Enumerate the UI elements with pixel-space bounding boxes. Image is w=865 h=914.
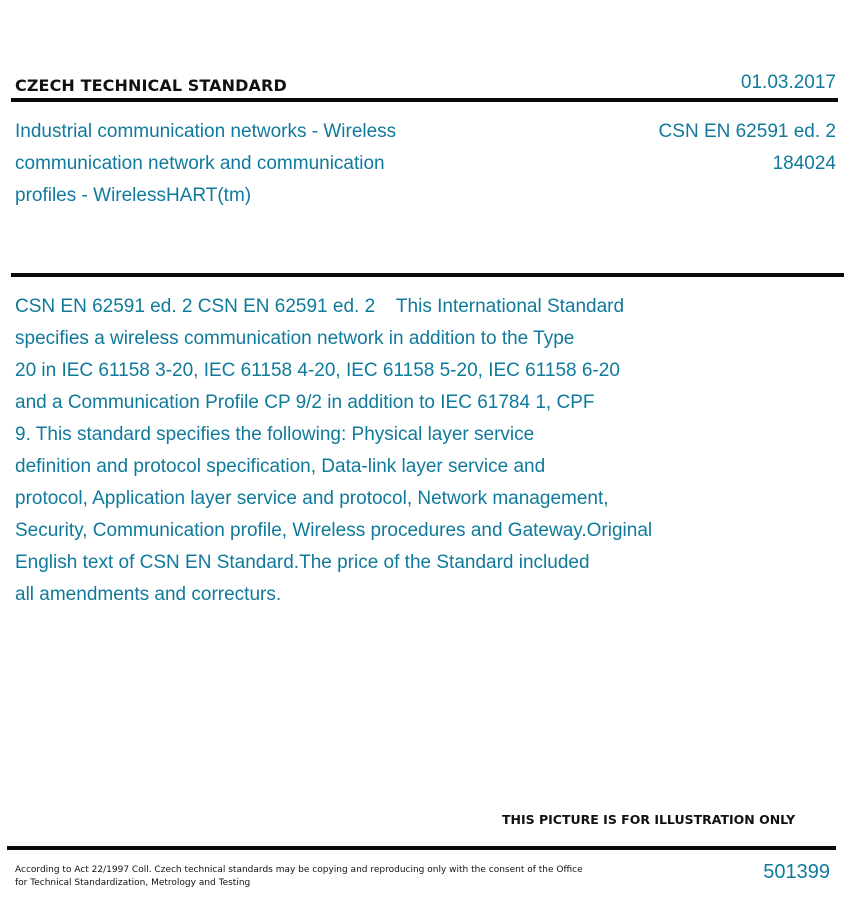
document-category: CZECH TECHNICAL STANDARD (15, 76, 287, 95)
footer-divider (7, 846, 836, 850)
description-line: Security, Communication profile, Wireless procedures and Gateway.Original (15, 520, 653, 541)
description-line: English text of CSN EN Standard.The price of the Standard included (15, 552, 590, 573)
legal-line: for Technical Standardization, Metrology and Testing (15, 878, 251, 888)
publication-date: 01.03.2017 (740, 72, 836, 93)
description-line: specifies a wireless communication network in addition to the Type (15, 328, 575, 349)
description-line: protocol, Application layer service and protocol, Network management, (15, 488, 609, 509)
legal-line: According to Act 22/1997 Coll. Czech technical standards may be copying and reproducing only with the consent of the Office (15, 865, 583, 875)
standard-title (15, 116, 485, 212)
title-line: Industrial communication networks - Wireless (15, 121, 397, 142)
description-line: 9. This standard specifies the following: Physical layer service (15, 424, 535, 445)
standard-description (15, 291, 750, 611)
illustration-notice: THIS PICTURE IS FOR ILLUSTRATION ONLY (502, 812, 796, 827)
description-line: all amendments and correcturs. (15, 584, 282, 605)
catalog-number: 501399 (763, 861, 830, 883)
legal-notice (15, 864, 615, 890)
class-number: 184024 (772, 153, 836, 174)
description-line: 20 in IEC 61158 3-20, IEC 61158 4-20, IEC 61158 5-20, IEC 61158 6-20 (15, 360, 620, 381)
description-line: CSN EN 62591 ed. 2 CSN EN 62591 ed. 2 This International Standard (15, 296, 625, 317)
header-divider (11, 98, 838, 102)
description-line: definition and protocol specification, Data-link layer service and (15, 456, 546, 477)
standard-identifiers (659, 116, 836, 180)
title-line: profiles - WirelessHART(tm) (15, 185, 252, 206)
standard-designation: CSN EN 62591 ed. 2 (658, 121, 836, 142)
title-line: communication network and communication (15, 153, 385, 174)
title-divider (11, 273, 844, 277)
description-line: and a Communication Profile CP 9/2 in addition to IEC 61784 1, CPF (15, 392, 595, 413)
